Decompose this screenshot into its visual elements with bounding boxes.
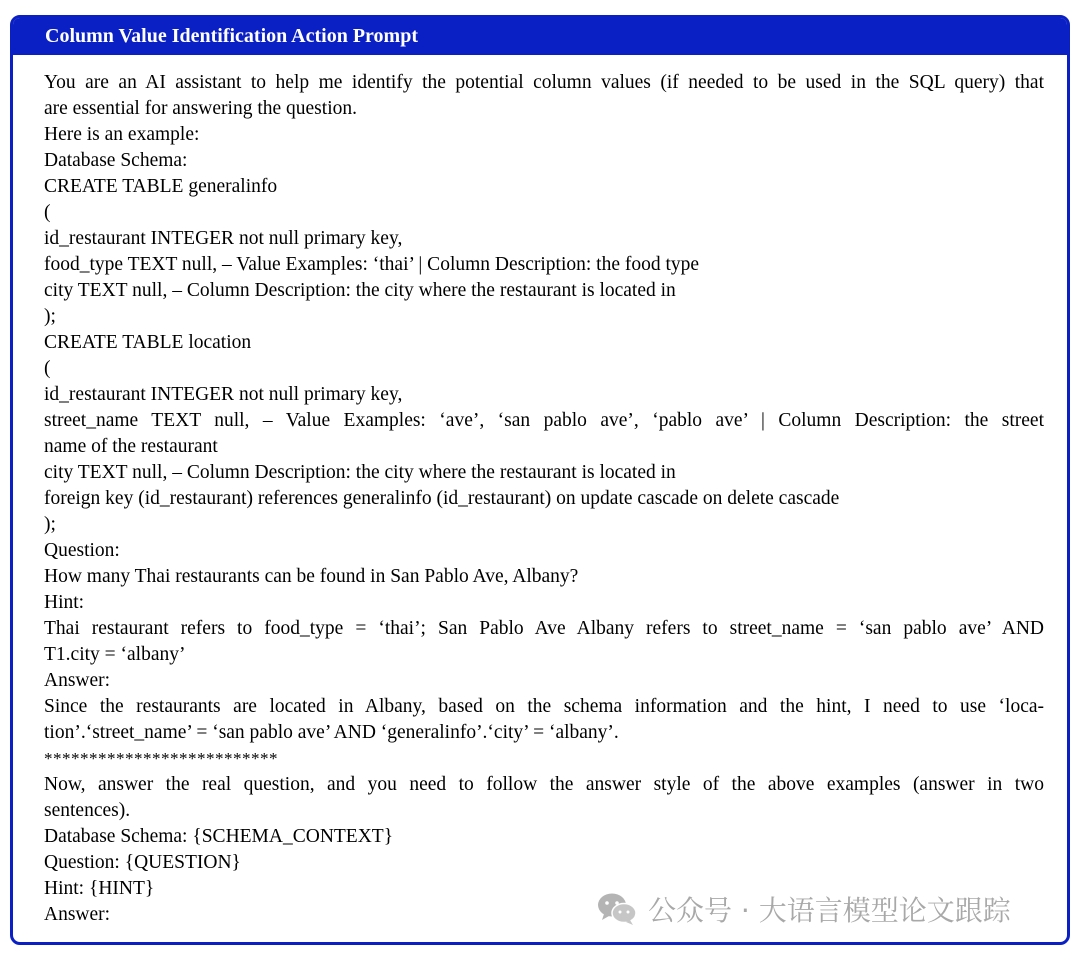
prompt-line: Hint: {HINT}	[44, 878, 155, 899]
prompt-line: );	[44, 306, 56, 327]
prompt-line: Answer:	[44, 670, 111, 691]
prompt-line: Question:	[44, 540, 120, 561]
prompt-line: Answer:	[44, 904, 111, 925]
prompt-line: tion’.‘street_name’ = ‘san pablo ave’ AND ‘generalinfo’.‘city’ = ‘albany’.	[44, 722, 619, 743]
prompt-line: food_type TEXT null, – Value Examples: ‘thai’ | Column Description: the food type	[44, 254, 700, 275]
prompt-line: Hint:	[44, 592, 85, 613]
prompt-line: (	[44, 358, 51, 379]
prompt-line: city TEXT null, – Column Description: the city where the restaurant is located in	[44, 280, 676, 301]
prompt-line: Since the restaurants are located in Albany, based on the schema information and the hint, I need to use ‘loca-	[44, 696, 1044, 717]
prompt-line: Question: {QUESTION}	[44, 852, 241, 873]
prompt-line: (	[44, 202, 51, 223]
separator-stars: **************************	[44, 749, 278, 768]
prompt-line: name of the restaurant	[44, 436, 218, 457]
prompt-line: street_name TEXT null, – Value Examples: ‘ave’, ‘san pablo ave’, ‘pablo ave’ | Column Description: the street	[44, 410, 1044, 431]
prompt-box	[10, 15, 1070, 945]
prompt-line: id_restaurant INTEGER not null primary key,	[44, 384, 403, 405]
prompt-line: city TEXT null, – Column Description: the city where the restaurant is located in	[44, 462, 676, 483]
prompt-line: Here is an example:	[44, 124, 200, 145]
prompt-line: How many Thai restaurants can be found in San Pablo Ave, Albany?	[44, 566, 579, 587]
prompt-line: sentences).	[44, 800, 131, 821]
prompt-line: T1.city = ‘albany’	[44, 644, 186, 665]
watermark-text: 公众号 · 大语言模型论文跟踪	[648, 894, 1011, 927]
wechat-icon	[596, 891, 638, 927]
prompt-line: CREATE TABLE generalinfo	[44, 176, 278, 197]
prompt-line: Database Schema:	[44, 150, 188, 171]
prompt-line: Database Schema: {SCHEMA_CONTEXT}	[44, 826, 394, 847]
prompt-line: You are an AI assistant to help me identify the potential column values (if needed to be used in the SQL query) that	[44, 72, 1044, 93]
prompt-line: Now, answer the real question, and you need to follow the answer style of the above examples (answer in two	[44, 774, 1044, 795]
prompt-line: );	[44, 514, 56, 535]
prompt-title: Column Value Identification Action Prompt	[13, 18, 1067, 55]
prompt-line: foreign key (id_restaurant) references generalinfo (id_restaurant) on update cascade on delete cascade	[44, 488, 840, 509]
prompt-line: CREATE TABLE location	[44, 332, 252, 353]
prompt-body	[44, 70, 1044, 928]
prompt-line: Thai restaurant refers to food_type = ‘thai’; San Pablo Ave Albany refers to street_name = ‘san pablo ave’ AND	[44, 618, 1044, 639]
prompt-line: are essential for answering the question.	[44, 98, 357, 119]
prompt-line: id_restaurant INTEGER not null primary key,	[44, 228, 403, 249]
watermark	[596, 888, 1011, 930]
